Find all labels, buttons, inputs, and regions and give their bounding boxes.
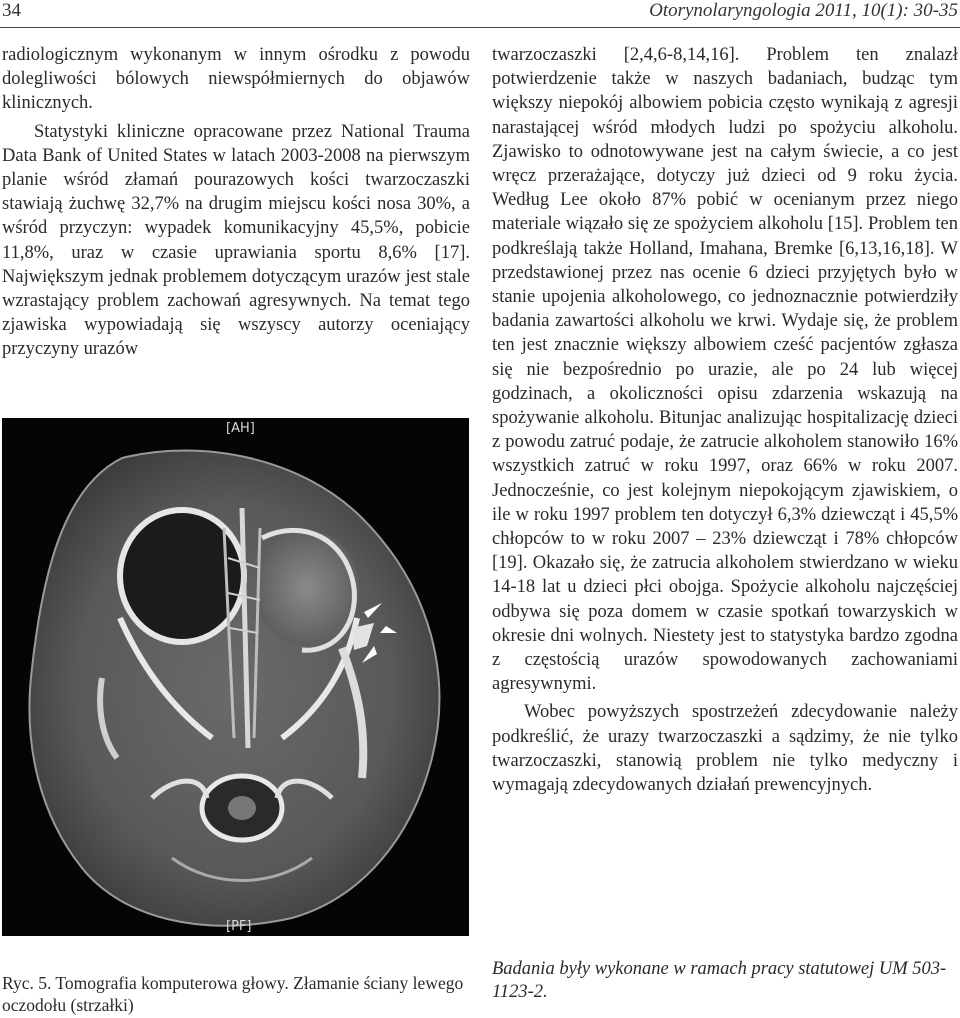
right-paragraph-1: twarzoczaszki [2,4,6-8,14,16]. Problem ten znalazł potwierdzenie także w naszych badaniach, budząc tym większy niepokój albowiem pobicia często wynikają z agresji narastającej wśród młodych ludzi po spożyciu alkoholu. Zjawisko to odnotowywane jest na całym świecie, a co jest wręcz przerażające, dotyczy już dzieci od 9 roku życia. Według Lee około 87% pobić w ocenianym przez niego materiale wiązało się ze spożyciem alkoholu [15]. Problem ten podkreślają także Holland, Imahana, Bremke [6,13,16,18]. W przedstawionej przez nas ocenie 6 dzieci przyjętych było w stanie upojenia alkoholowego, co jednoznacznie potwierdziły badania zawartości alkoholu we krwi. Wydaje się, że problem ten jest znacznie większy albowiem cześć pacjentów zgłasza się nie bezpośrednio po urazie, ale po 24 lub więcej godzinach, a okoliczności opisu zdarzenia wskazują na spożywanie alkoholu. Bitunjac analizując hospitalizację dzieci z powodu zatruć podaje, że zatrucie alkoholem stanowiło 16% wszystkich zatruć w roku 1997, oraz 66% w roku 2007. Jednocześnie, co jest kolejnym niepokojącym zjawiskiem, o ile w roku 1997 problem ten dotyczył 6,3% dziewcząt i 45,5% chłopców to w roku 2007 – 23% dziewcząt i 78% chłopców [19]. Okazało się, że zatrucia alkoholem stwierdzano w wieku 14-18 lat u dzieci płci obojga. Spożycie alkoholu najczęściej odbywa się poza domem w czasie spotkań towarzyskich w okresie dni wolnych. Niestety jest to statystyka bardzo zgodna z częstością urazów spowodowanych zachowaniami agresywnymi. <box>492 45 958 695</box>
page-number: 34 <box>2 0 21 21</box>
header-rule <box>0 27 960 28</box>
ct-scan-figure <box>2 418 469 936</box>
right-paragraph-2: Wobec powyższych spostrzeżeń zdecydowanie należy podkreślić, że urazy twarzoczaszki a sądzimy, że nie tylko twarzoczaszki, stanowią problem nie tylko medyczny i wymagają zdecydowanych działań prewencyjnych. <box>492 702 958 796</box>
ct-label-pf: [PF] <box>226 919 252 934</box>
journal-citation: Otorynolaryngologia 2011, 10(1): 30-35 <box>649 0 958 21</box>
ct-scan-image <box>2 418 469 936</box>
ct-label-ah: [AH] <box>226 421 255 436</box>
funding-note: Badania były wykonane w ramach pracy statutowej UM 503-1123-2. <box>492 959 947 1002</box>
page-header <box>0 0 960 26</box>
figure-caption: Ryc. 5. Tomografia komputerowa głowy. Złamanie ściany lewego oczodołu (strzałki) <box>2 973 464 1015</box>
left-paragraph-2: Statystyki kliniczne opracowane przez National Trauma Data Bank of United States w latach 2003-2008 na pierwszym planie wśród złamań pourazowych kości twarzoczaszki stawiają żuchwę 32,7% na drugim miejscu kości nosa 30%, a wśród przyczyn: wypadek komunikacyjny 45,5%, pobicie 11,8%, uraz w czasie uprawiania sportu 8,6% [17]. Największym jednak problemem dotyczącym urazów jest stale wzrastający problem zachowań agresywnych. Na temat tego zjawiska wypowiadają się wszyscy autorzy oceniający przyczyny urazów <box>2 121 470 360</box>
right-column-text <box>492 43 958 797</box>
left-paragraph-1: radiologicznym wykonanym w innym ośrodku z powodu dolegliwości bólowych niewspółmiernych do objawów klinicznych. <box>2 45 470 114</box>
left-column-text <box>2 43 470 362</box>
